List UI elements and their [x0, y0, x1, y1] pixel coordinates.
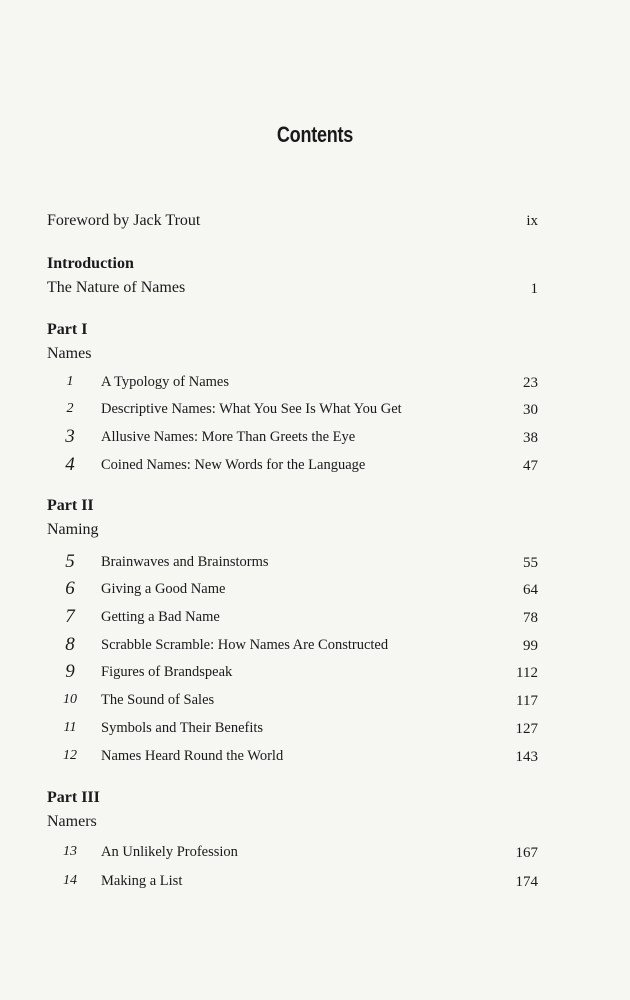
chapter-number: 13 [63, 844, 77, 859]
chapter-number: 12 [63, 748, 77, 763]
chapter-number: 10 [63, 692, 77, 707]
chapter-title: Giving a Good Name [101, 581, 226, 597]
chapter-title: Descriptive Names: What You See Is What You Get [101, 401, 402, 417]
chapter-page: 38 [523, 430, 538, 446]
part-subtitle: Names [47, 345, 92, 362]
chapter-page: 23 [523, 375, 538, 391]
chapter-title: Making a List [101, 873, 183, 889]
chapter-number: 2 [66, 401, 74, 416]
chapter-title: The Sound of Sales [101, 692, 215, 708]
chapter-title: Names Heard Round the World [101, 748, 284, 764]
chapter-page: 174 [515, 874, 538, 890]
chapter-title: Scrabble Scramble: How Names Are Constructed [101, 637, 389, 653]
chapter-number: 4 [65, 454, 75, 475]
chapter-number: 5 [65, 551, 75, 572]
chapter-title: A Typology of Names [101, 374, 230, 390]
introduction-page: 1 [530, 281, 538, 297]
chapter-page: 99 [523, 638, 538, 654]
foreword-page: ix [526, 213, 538, 229]
chapter-page: 112 [516, 665, 538, 681]
chapter-page: 143 [515, 749, 538, 765]
chapter-title: Getting a Bad Name [101, 609, 220, 625]
chapter-page: 127 [515, 721, 538, 737]
chapter-number: 9 [65, 661, 75, 682]
chapter-page: 47 [523, 458, 538, 474]
chapter-number: 8 [65, 634, 75, 655]
introduction-heading: Introduction [47, 255, 134, 272]
part-heading: Part II [47, 497, 94, 514]
chapter-page: 55 [523, 555, 538, 571]
chapter-page: 64 [523, 582, 538, 598]
chapter-number: 14 [63, 873, 77, 888]
page-title: Contents [276, 122, 354, 147]
part-heading: Part I [47, 321, 88, 338]
chapter-number: 6 [65, 578, 75, 599]
chapter-number: 11 [63, 720, 77, 735]
chapter-number: 1 [66, 374, 74, 389]
chapter-number: 3 [65, 426, 75, 447]
chapter-title: Symbols and Their Benefits [101, 720, 264, 736]
chapter-title: Allusive Names: More Than Greets the Eye [101, 429, 356, 445]
chapter-page: 167 [515, 845, 538, 861]
chapter-title: Brainwaves and Brainstorms [101, 554, 269, 570]
chapter-title: An Unlikely Profession [101, 844, 238, 860]
chapter-page: 117 [516, 693, 538, 709]
part-subtitle: Naming [47, 521, 99, 538]
chapter-title: Figures of Brandspeak [101, 664, 233, 680]
chapter-title: Coined Names: New Words for the Language [101, 457, 366, 473]
chapter-number: 7 [65, 606, 75, 627]
chapter-page: 78 [523, 610, 538, 626]
chapter-page: 30 [523, 402, 538, 418]
introduction-subtitle: The Nature of Names [47, 279, 186, 296]
part-heading: Part III [47, 789, 100, 806]
foreword-title: Foreword by Jack Trout [47, 212, 201, 229]
part-subtitle: Namers [47, 813, 97, 830]
